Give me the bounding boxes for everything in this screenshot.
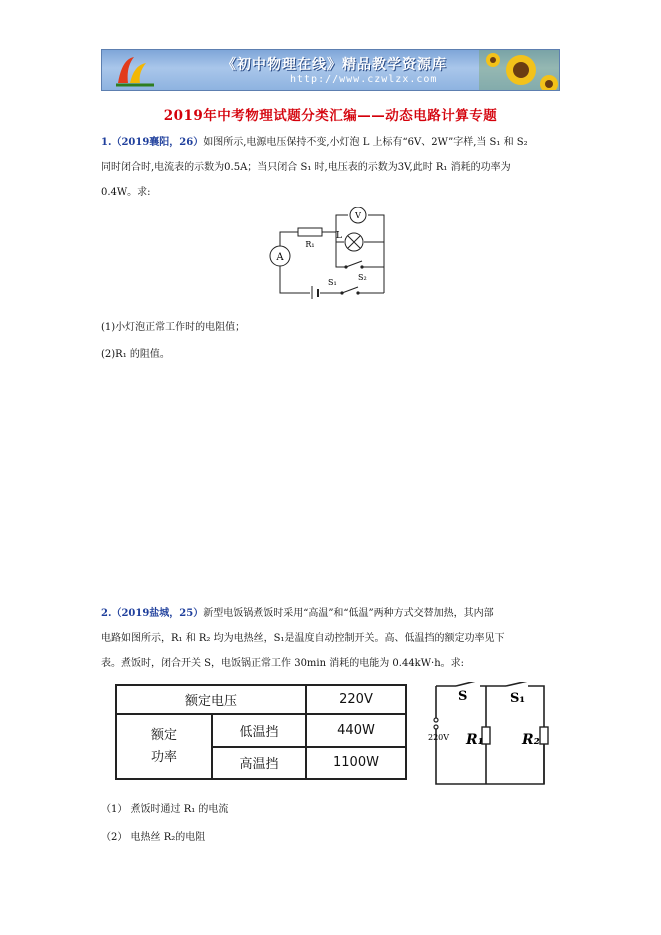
ammeter-label: A [276, 252, 284, 263]
rated-power-table [115, 684, 407, 780]
switch-s-label: S [458, 689, 468, 704]
question-1-line-1-text: 如图所示,电源电压保持不变,小灯泡 L 上标有“6V、2W”字样,当 S₁ 和 S₂ [203, 137, 528, 148]
resistor-label: R₁ [305, 240, 315, 249]
question-2-part-2: （2） 电热丝 R₂的电阻 [101, 832, 206, 843]
question-2-line-3: 表。煮饭时，闭合开关 S，电饭锅正常工作 30min 消耗的电能为 0.44kW·h。求: [101, 658, 465, 669]
header-banner [101, 49, 560, 91]
question-1-number: 1. [101, 137, 112, 148]
question-1-source: （2019襄阳，26） [111, 137, 204, 148]
site-url[interactable]: http://www.czwlzx.com [290, 74, 438, 85]
battery-icon [312, 286, 318, 299]
question-1-text [101, 130, 563, 205]
switch-s1-label: S₁ [328, 278, 337, 287]
rated-voltage-label: 额定电压 [116, 685, 306, 714]
lamp-icon [345, 233, 363, 251]
site-logo-icon [112, 53, 158, 89]
question-2-source: （2019盐城，25） [111, 608, 204, 619]
high-gear-value: 1100W [306, 747, 406, 779]
r2-label: R₂ [522, 732, 540, 748]
high-gear-label: 高温挡 [212, 747, 306, 779]
rated-voltage-value: 220V [306, 685, 406, 714]
switch-s1-label-q2: S₁ [510, 691, 526, 706]
rated-power-label: 额定 功率 [116, 714, 212, 779]
question-1-part-2: (2)R₁ 的阻值。 [101, 349, 170, 360]
switch-s2-label: S₂ [358, 273, 367, 282]
voltmeter-label: V [355, 211, 361, 220]
question-1-line-1 [101, 130, 563, 155]
question-1-circuit-diagram [266, 207, 406, 299]
question-2-part-1: （1） 煮饭时通过 R₁ 的电流 [101, 804, 229, 815]
page-title: 2019年中考物理试题分类汇编——动态电路计算专题 [163, 108, 498, 124]
lamp-label: L [336, 231, 342, 241]
power-source-label: 220V [428, 733, 450, 742]
question-2-line-2: 电路如图所示，R₁ 和 R₂ 均为电热丝，S₁是温度自动控制开关。高、低温挡的额定功率见下 [101, 633, 505, 644]
question-2-circuit-diagram [428, 682, 550, 788]
question-1-line-2: 同时闭合时,电流表的示数为0.5A；当只闭合 S₁ 时,电压表的示数为3V,此时 R₁ 消耗的功率为 [101, 162, 511, 173]
question-2-number: 2. [101, 608, 112, 619]
question-1-line-3: 0.4W。求: [101, 187, 151, 198]
question-2-line-1 [101, 601, 563, 626]
site-brand: 《初中物理在线》精品教学资源库 [222, 57, 447, 73]
heating-wire-r2-icon [540, 727, 548, 744]
question-1-part-1: (1)小灯泡正常工作时的电阻值； [101, 322, 246, 333]
question-2-text [101, 601, 563, 676]
sunflower-icon [479, 50, 559, 91]
r1-label: R₁ [466, 732, 484, 748]
low-gear-value: 440W [306, 714, 406, 746]
low-gear-label: 低温挡 [212, 714, 306, 746]
question-2-line-1-text: 新型电饭锅煮饭时采用“高温”和“低温”两种方式交替加热，其内部 [203, 608, 494, 619]
